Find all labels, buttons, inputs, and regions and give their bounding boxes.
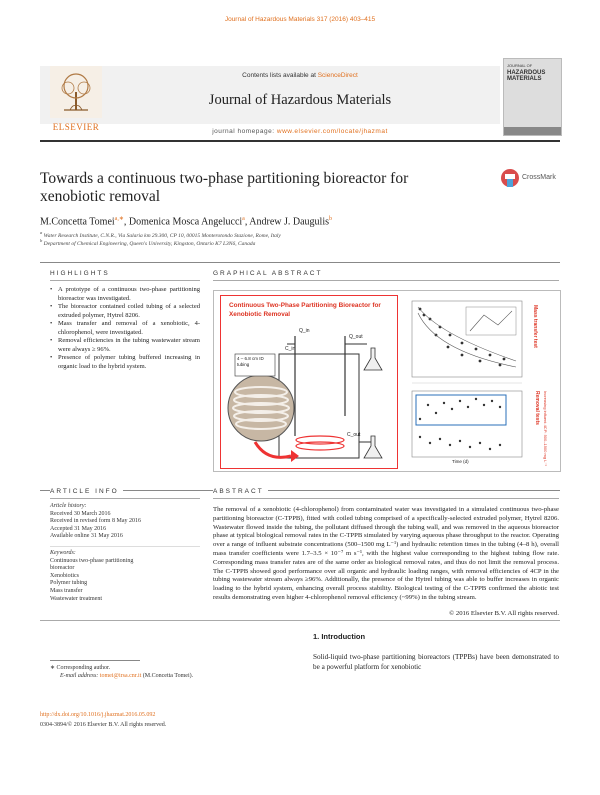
sciencedirect-link[interactable]: ScienceDirect — [317, 72, 358, 79]
homepage-link[interactable]: www.elsevier.com/locate/jhazmat — [276, 128, 388, 135]
introduction-text: Solid-liquid two-phase partitioning bioreactors (TPPBs) have been demonstrated to be a powerful platform for xenobiotic — [313, 653, 559, 671]
author-name[interactable]: , Andrew J. Daugulis — [244, 216, 330, 228]
email-line — [60, 673, 193, 679]
keyword-item: Polymer tubing — [50, 580, 88, 587]
c-out-label: C_out — [347, 432, 361, 438]
keyword-item: Mass transfer — [50, 587, 83, 594]
history-item: Accepted 31 May 2016 — [50, 525, 107, 532]
header-rule — [40, 140, 560, 142]
keyword-item: bioreactor — [50, 565, 75, 572]
author-name[interactable]: M.Concetta Tomei — [40, 216, 115, 228]
article-info-divider — [50, 546, 200, 547]
graphical-abstract-title: Continuous Two-Phase Partitioning Bioreactor for Xenobiotic Removal — [229, 302, 381, 318]
abstract-copyright: © 2016 Elsevier B.V. All rights reserved. — [449, 610, 559, 617]
cover-title-line: JOURNAL OF — [507, 63, 533, 68]
removal-tests-sublabel: Increasing influent 4CP: 500–1500 mg L⁻¹ — [543, 391, 548, 466]
article-history — [50, 503, 141, 541]
journal-homepage — [150, 128, 450, 135]
bioreactor-diagram — [221, 296, 397, 468]
history-item: Received 30 March 2016 — [50, 510, 111, 517]
publisher-name: ELSEVIER — [52, 122, 100, 132]
crossmark-badge[interactable] — [500, 168, 560, 192]
crossmark-icon — [500, 168, 520, 190]
list-item: • The bioreactor contained coiled tubing of a selected extruded polymer, Hytrel 8206. — [50, 303, 200, 320]
author-sup[interactable]: a,∗ — [114, 216, 124, 222]
mass-transfer-label: Mass transfer test — [532, 305, 538, 348]
affiliation-text: Department of Chemical Engineering, Queen's University, Kingston, Ontario K7 L3N6, Canada — [43, 240, 256, 247]
article-info-rule — [50, 498, 200, 499]
list-item: • Mass transfer and removal of a xenobiotic, 4-chlorophenol, were investigated. — [50, 320, 200, 337]
list-item: • Presence of polymer tubing buffered increasing in organic load to the hybrid system. — [50, 354, 200, 371]
history-item: Available online 31 May 2016 — [50, 533, 123, 540]
results-plots — [400, 295, 554, 467]
contents-prefix: Contents lists available at — [242, 72, 316, 79]
removal-tests-label: Removal tests — [534, 391, 540, 425]
article-title: Towards a continuous two-phase partitioning bioreactor for xenobiotic removal — [40, 170, 409, 205]
keyword-item: Wastewater treatment — [50, 595, 102, 602]
bioreactor-panel — [220, 295, 398, 469]
introduction-heading: 1. Introduction — [313, 632, 366, 641]
journal-citation[interactable]: Journal of Hazardous Materials 317 (2016) 403–415 — [224, 16, 376, 23]
issn-line: 0304-3894/© 2016 Elsevier B.V. All rights reserved. — [40, 722, 167, 728]
email-label: E-mail address: — [60, 673, 99, 679]
q-in-label: Q_in — [299, 328, 310, 334]
section-rule — [40, 262, 560, 263]
author-sup[interactable]: b — [329, 216, 333, 222]
journal-title: Journal of Hazardous Materials — [208, 92, 392, 108]
article-history-label: Article history: — [50, 503, 87, 509]
cover-title-line: HAZARDOUS — [507, 69, 546, 76]
affiliation — [40, 238, 255, 247]
author-name[interactable]: , Domenica Mosca Angelucci — [123, 216, 243, 228]
cover-strip — [504, 127, 561, 135]
footnote-rule — [50, 660, 140, 661]
email-owner: (M.Concetta Tomei). — [142, 673, 194, 679]
section-rule — [40, 620, 560, 621]
graphical-abstract-rule — [213, 280, 559, 281]
keywords — [50, 550, 133, 603]
elsevier-tree-logo — [50, 66, 102, 118]
graphical-abstract-figure — [213, 290, 561, 472]
homepage-prefix: journal homepage: — [212, 128, 275, 135]
email-link[interactable]: tomei@irsa.cnr.it — [99, 673, 142, 679]
highlights-list — [50, 286, 200, 371]
doi-link[interactable]: http://dx.doi.org/10.1016/j.jhazmat.2016.05.092 — [40, 712, 156, 718]
author-list — [40, 215, 332, 227]
highlights-heading: HIGHLIGHTS — [50, 270, 110, 277]
list-item: • Removal efficiencies in the tubing wastewater stream were always ≥ 96%. — [50, 337, 200, 354]
contents-line — [150, 72, 450, 79]
q-out-label: Q_out — [349, 334, 363, 340]
abstract-rule — [213, 498, 559, 499]
cover-title — [507, 63, 545, 83]
corresponding-author-note: ∗ Corresponding author. — [50, 665, 111, 671]
affiliation-sup: a — [40, 230, 43, 235]
keyword-item: Xenobiotics — [50, 572, 79, 579]
cover-title-line: MATERIALS — [507, 76, 542, 82]
affiliation-sup: b — [40, 238, 43, 243]
keyword-item: Continuous two-phase partitioning — [50, 557, 134, 564]
article-info-heading: ARTICLE INFO — [50, 488, 123, 495]
abstract-text: The removal of a xenobiotic (4-chlorophenol) from contaminated water was investigated in a simulated continuous two-phase partitioning bioreactor (C-TPPB), fitted with coiled tubing comprised of a specifically-selected extruded polymer, Hytrel 8206. Wastewater flowed inside the tubing, the pollutant diffused through the tubing wall, and was removed in the aqueous bioreactor phase at typical biological removal rates in the C-TPPB simulated by varying aqueous phase throughput to the reactor. Operating over a range of influent substrate concentrations (500–1500 mg L⁻¹) and hydraulic retention times in the tubing (4–8 h), overall mass transfer coefficients were 1.7–3.5 × 10⁻⁷ m s⁻¹, with the highest value corresponding to the highest tubing flow rate. Corresponding mass transfer rates are of the same order as biological removal rates, and thus do not limit the removal process. The C-TPPB showed good performance over all organic and hydraulic loading ranges, with removal efficiencies of 4CP in the tubing wastewater stream always ≥96%. Additionally, the presence of the Hytrel tubing was able to buffer increases in organic loading to the hybrid system, enhancing overall process stability. Biological testing of the C-TPPB confirmed the abiotic test results demonstrating even higher 4-chlorophenol removal efficiency (~99%) in the tubing stream. — [213, 506, 559, 601]
author-sup[interactable]: a — [242, 216, 245, 222]
x-axis-label: Time (d) — [452, 459, 469, 464]
crossmark-label: CrossMark — [522, 174, 556, 181]
affiliation-text: Water Research Institute, C.N.R., Via Salaria km 29.300, CP 10, 00015 Monterotondo Stazione, Rome, Italy — [43, 232, 281, 239]
abstract-heading: ABSTRACT — [213, 488, 268, 495]
keywords-label: Keywords: — [50, 550, 76, 556]
highlights-rule — [50, 280, 200, 281]
list-item: • A prototype of a continuous two-phase partitioning bioreactor was investigated. — [50, 286, 200, 303]
graphical-abstract-heading: GRAPHICAL ABSTRACT — [213, 270, 323, 277]
history-item: Received in revised form 8 May 2016 — [50, 518, 141, 525]
c-in-label: C_in — [285, 346, 296, 352]
journal-cover-image — [503, 58, 562, 136]
tubing-label: 4 – 6.8 cm ID tubing — [237, 356, 264, 367]
results-panel — [400, 295, 554, 467]
